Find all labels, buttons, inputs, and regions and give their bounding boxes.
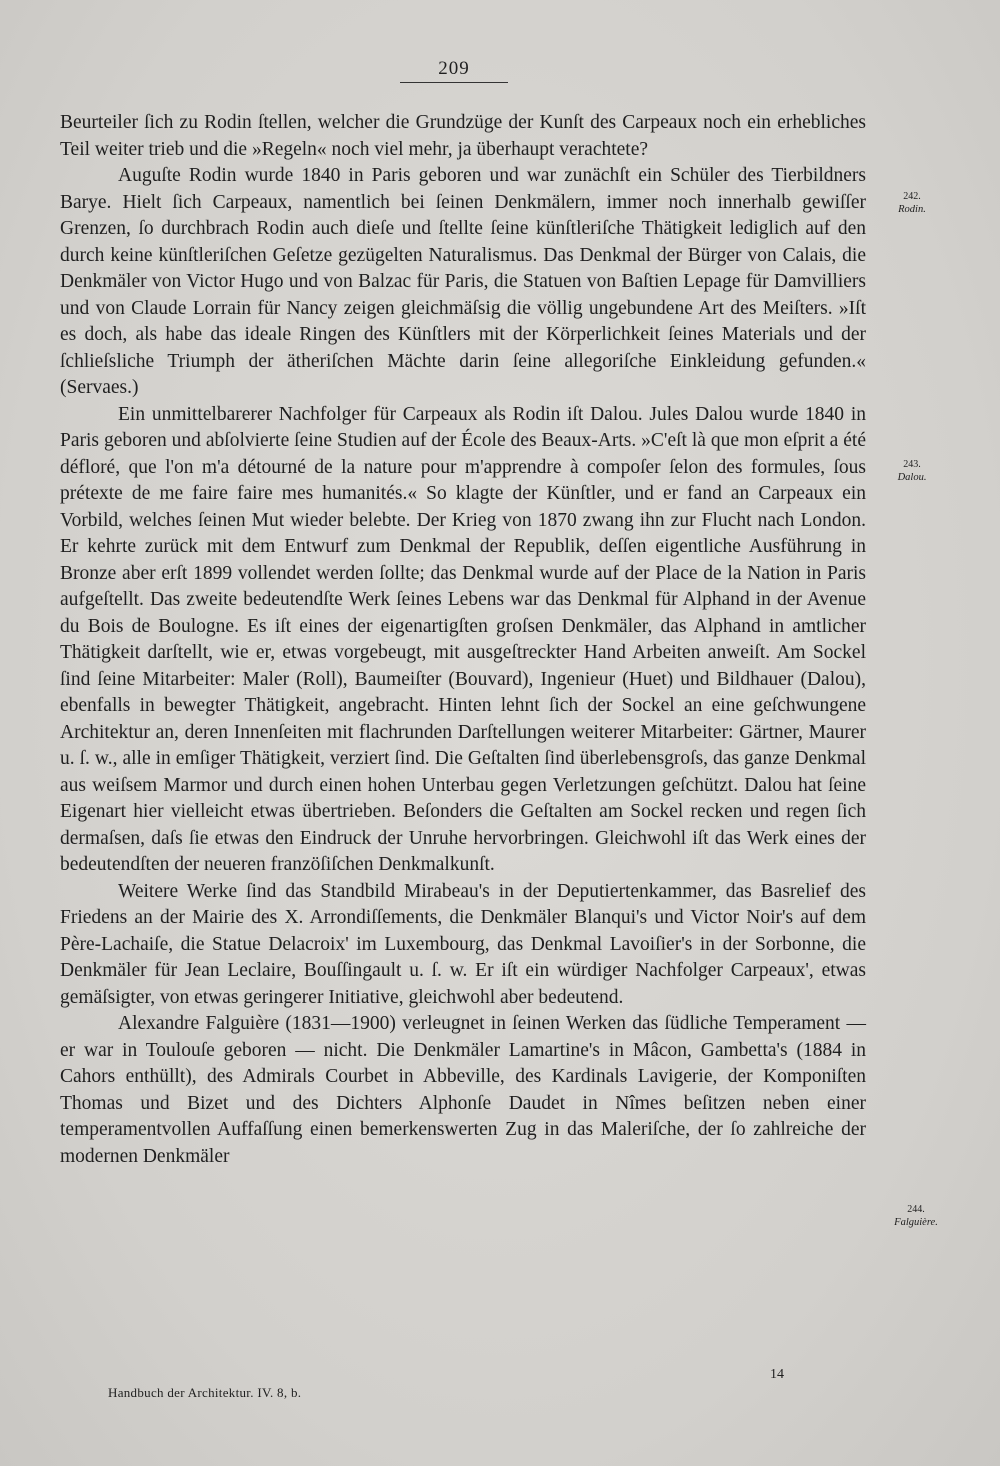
margin-note-label: Dalou.	[897, 472, 927, 483]
paragraph: Ein unmittelbarerer Nachfolger für Carpeaux als Rodin iſt Dalou. Jules Dalou wurde 1840 in Paris geboren und abſolvierte ſeine Studien auf der École des Beaux-Arts. »C'eſt là que mon eſprit a été défloré, que l'on m'a détourné de la nature pour m'apprendre à compoſer ſelon des formules, ſous prétexte de me faire faire mes humanités.« So klagte der Künſtler, und er fand an Carpeaux ein Vorbild, welches ſeinen Mut wieder belebte. Der Krieg von 1870 zwang ihn zur Flucht nach London. Er kehrte zurück mit dem Entwurf zum Denkmal der Republik, deſſen eigentliche Ausführung in Bronze aber erſt 1899 vollendet werden ſollte; das Denkmal wurde auf der Place de la Nation in Paris aufgeſtellt. Das zweite bedeutendſte Werk ſeines Lebens war das Denkmal für Alphand in der Avenue du Bois de Boulogne. Es iſt eines der eigenartigſten groſsen Denkmäler, das Alphand in amtlicher Thätigkeit darſtellt, wie er, etwas vorgebeugt, mit ausgeſtreckter Hand Arbeiten anweiſt. Am Sockel ſind ſeine Mitarbeiter: Maler (Roll), Baumeiſter (Bouvard), Ingenieur (Huet) und Bildhauer (Dalou), ebenfalls in bewegter Thätigkeit, angebracht. Hinten lehnt ſich der Sockel an eine geſchwungene Architektur an, deren Innenſeiten mit flachrunden Darſtellungen weiterer Mitarbeiter: Gärtner, Maurer u. ſ. w., alle in emſiger Thätigkeit, verziert ſind. Die Geſtalten ſind überlebensgroſs, das ganze Denkmal aus weiſsem Marmor und durch einen hohen Unterbau gegen Verletzungen geſchützt. Dalou hat ſeine Eigenart hier vielleicht etwas übertrieben. Beſonders die Geſtalten am Sockel recken und regen ſich dermaſsen, daſs ſie etwas den Eindruck der Unruhe hervorbringen. Gleichwohl iſt das Werk eines der bedeutendſten der neueren franzöſiſchen Denkmalkunſt.	[60, 403, 866, 875]
margin-note-label: Falguière.	[894, 1217, 938, 1228]
paragraph: Beurteiler ſich zu Rodin ſtellen, welcher die Grundzüge der Kunſt des Carpeaux noch ein erhebliches Teil weiter trieb und die »Regeln« noch viel mehr, ja überhaupt verachtete?	[60, 112, 866, 160]
paragraph: Auguſte Rodin wurde 1840 in Paris geboren und war zunächſt ein Schüler des Tierbildners Barye. Hielt ſich Carpeaux, namentlich bei ſeinen Denkmälern, immer noch innerhalb gewiſſer Grenzen, ſo durchbrach Rodin auch dieſe und ſtellte ſeine künſtleriſche Thätigkeit lediglich auf den durch keine künſtleriſchen Geſetze gezügelten Naturalismus. Das Denkmal der Bürger von Calais, die Denkmäler von Victor Hugo und von Balzac für Paris, die Statuen von Baſtien Lepage für Damvilliers und von Claude Lorrain für Nancy zeigen gleichmäſsig die völlig ungebundene Art des Meiſters. »Iſt es doch, als habe das ideale Ringen des Künſtlers mit der Körperlichkeit ſeines Materials und der ſchlieſsliche Triumph der ätheriſchen Mächte darin ſeine allegoriſche Einkleidung gefunden.« (Servaes.)	[60, 165, 866, 398]
margin-note-label: Rodin.	[898, 204, 926, 215]
margin-note-falguiere	[876, 1203, 956, 1229]
margin-note-number: 243.	[903, 459, 921, 470]
margin-note-number: 242.	[903, 191, 921, 202]
body-text	[60, 110, 866, 1170]
margin-note-dalou	[872, 458, 952, 484]
margin-note-number: 244.	[907, 1204, 925, 1215]
signature-mark: 14	[770, 1367, 784, 1382]
page-number: 209	[400, 58, 508, 83]
paragraph: Alexandre Falguière (1831—1900) verleugnet in ſeinen Werken das ſüdliche Temperament — er war in Toulouſe geboren — nicht. Die Denkmäler Lamartine's in Mâcon, Gambetta's (1884 in Cahors enthüllt), des Admirals Courbet in Abbeville, des Kardinals Lavigerie, der Komponiſten Thomas und Bizet und des Dichters Alphonſe Daudet in Nîmes beſitzen neben einer temperamentvollen Auffaſſung einen bemerkenswerten Zug in das Maleriſche, der ſo zahlreiche der modernen Denkmäler	[60, 1013, 866, 1167]
footer-source: Handbuch der Architektur. IV. 8, b.	[108, 1385, 302, 1400]
paragraph: Weitere Werke ſind das Standbild Mirabeau's in der Deputiertenkammer, das Basrelief des Friedens an der Mairie des X. Arrondiſſements, die Denkmäler Blanqui's und Victor Noir's auf dem Père-Lachaiſe, die Statue Delacroix' im Luxembourg, das Denkmal Lavoiſier's in der Sorbonne, die Denkmäler für Jean Leclaire, Bouſſingault u. ſ. w. Er iſt ein würdiger Nachfolger Carpeaux', etwas gemäſsigter, von etwas geringerer Initiative, gleichwohl aber bedeutend.	[60, 880, 866, 1008]
margin-note-rodin	[872, 190, 952, 216]
